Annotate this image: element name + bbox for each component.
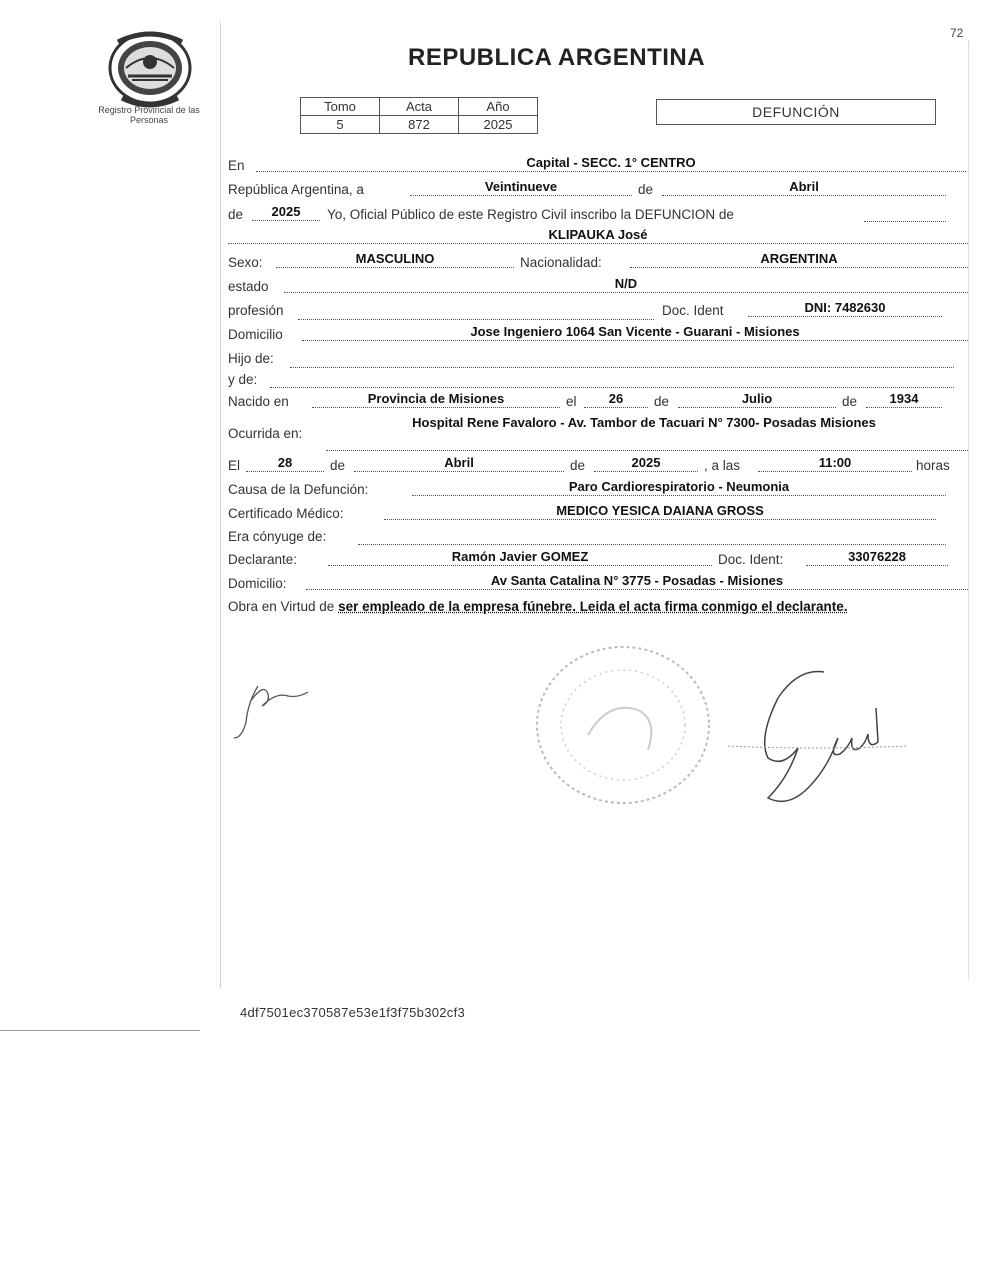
- field-lugar: Capital - SECC. 1° CENTRO: [256, 155, 966, 172]
- label-conyuge: Era cónyuge de:: [228, 529, 327, 544]
- field-nacido-en: Provincia de Misiones: [312, 391, 560, 408]
- label-obra: Obra en Virtud de: [228, 599, 335, 614]
- registry-header-acta: Acta: [380, 98, 459, 116]
- field-obra: ser empleado de la empresa fúnebre. Leida el acta firma conmigo el declarante.: [338, 599, 848, 614]
- field-declarante-doc: 33076228: [806, 549, 948, 566]
- field-conyuge-blank: [358, 543, 946, 545]
- left-margin-rule: [220, 22, 221, 987]
- dotted-line: [864, 220, 946, 222]
- field-causa: Paro Cardiorespiratorio - Neumonia: [412, 479, 946, 496]
- field-dia-texto: Veintinueve: [410, 179, 632, 196]
- label-intro: Yo, Oficial Público de este Registro Civil inscribo la DEFUNCION de: [327, 207, 734, 222]
- field-nacionalidad: ARGENTINA: [630, 251, 968, 268]
- provincial-seal-logo: [104, 28, 196, 108]
- record-type-box: DEFUNCIÓN: [656, 99, 936, 125]
- field-y-de-blank: [270, 386, 954, 388]
- field-ocurrida-en: Hospital Rene Favaloro - Av. Tambor de Tacuari N° 7300- Posadas Misiones: [412, 415, 876, 430]
- field-profesion-blank: [298, 318, 654, 320]
- footer-rule: [0, 1030, 200, 1031]
- field-declarante: Ramón Javier GOMEZ: [328, 549, 712, 566]
- document-title: REPUBLICA ARGENTINA: [408, 44, 706, 71]
- official-signature: [228, 672, 318, 742]
- label-de-anio: de: [228, 207, 244, 222]
- field-def-anio: 2025: [594, 455, 698, 472]
- label-domicilio-declarante: Domicilio:: [228, 576, 287, 591]
- page-number: 72: [950, 26, 964, 40]
- label-y-de: y de:: [228, 372, 258, 387]
- field-def-dia: 28: [246, 455, 324, 472]
- registry-value-anio: 2025: [459, 116, 538, 134]
- obra-paragraph: [228, 598, 968, 615]
- field-nac-mes: Julio: [678, 391, 836, 408]
- field-mes: Abril: [662, 179, 946, 196]
- label-causa: Causa de la Defunción:: [228, 482, 369, 497]
- label-hijo-de: Hijo de:: [228, 351, 274, 366]
- label-el-def: El: [228, 458, 241, 473]
- field-def-hora: 11:00: [758, 455, 912, 472]
- label-nacionalidad: Nacionalidad:: [520, 255, 602, 270]
- label-de-mes: de: [638, 182, 654, 197]
- field-domicilio: Jose Ingeniero 1064 San Vicente - Guarani - Misiones: [302, 324, 968, 341]
- label-declarante: Declarante:: [228, 552, 298, 567]
- field-anio: 2025: [252, 204, 320, 221]
- label-en: En: [228, 158, 245, 173]
- label-doc-ident-declarante: Doc. Ident:: [718, 552, 784, 567]
- registry-value-acta: 872: [380, 116, 459, 134]
- label-doc-ident: Doc. Ident: [662, 303, 724, 318]
- label-certificado: Certificado Médico:: [228, 506, 344, 521]
- label-estado: estado: [228, 279, 269, 294]
- field-nac-anio: 1934: [866, 391, 942, 408]
- label-de-def-anio: de: [570, 458, 586, 473]
- label-el: el: [566, 394, 577, 409]
- declarante-signature: [728, 658, 938, 808]
- label-de-nac-anio: de: [842, 394, 858, 409]
- field-def-mes: Abril: [354, 455, 564, 472]
- label-sexo: Sexo:: [228, 255, 263, 270]
- dotted-line: [326, 449, 968, 451]
- label-de-def-mes: de: [330, 458, 346, 473]
- org-name: Registro Provincial de las Personas: [98, 105, 200, 125]
- label-horas: horas: [916, 458, 950, 473]
- field-estado: N/D: [284, 276, 968, 293]
- label-de-nac-mes: de: [654, 394, 670, 409]
- field-declarante-domicilio: Av Santa Catalina N° 3775 - Posadas - Misiones: [306, 573, 968, 590]
- official-stamp: [528, 640, 718, 810]
- registry-value-tomo: 5: [301, 116, 380, 134]
- label-nacido-en: Nacido en: [228, 394, 289, 409]
- label-ocurrida-en: Ocurrida en:: [228, 426, 303, 441]
- field-nombre: KLIPAUKA José: [228, 227, 968, 244]
- field-hijo-de-blank: [290, 366, 954, 368]
- field-doc-ident: DNI: 7482630: [748, 300, 942, 317]
- field-sexo: MASCULINO: [276, 251, 514, 268]
- field-nac-dia: 26: [584, 391, 648, 408]
- label-profesion: profesión: [228, 303, 284, 318]
- label-a-las: , a las: [704, 458, 741, 473]
- registry-table: [300, 97, 538, 134]
- registry-header-tomo: Tomo: [301, 98, 380, 116]
- label-domicilio: Domicilio: [228, 327, 283, 342]
- document-hash: 4df7501ec370587e53e1f3f75b302cf3: [240, 1005, 466, 1020]
- label-republica: República Argentina, a: [228, 182, 364, 197]
- right-margin-rule: [968, 40, 969, 980]
- field-certificado: MEDICO YESICA DAIANA GROSS: [384, 503, 936, 520]
- registry-header-anio: Año: [459, 98, 538, 116]
